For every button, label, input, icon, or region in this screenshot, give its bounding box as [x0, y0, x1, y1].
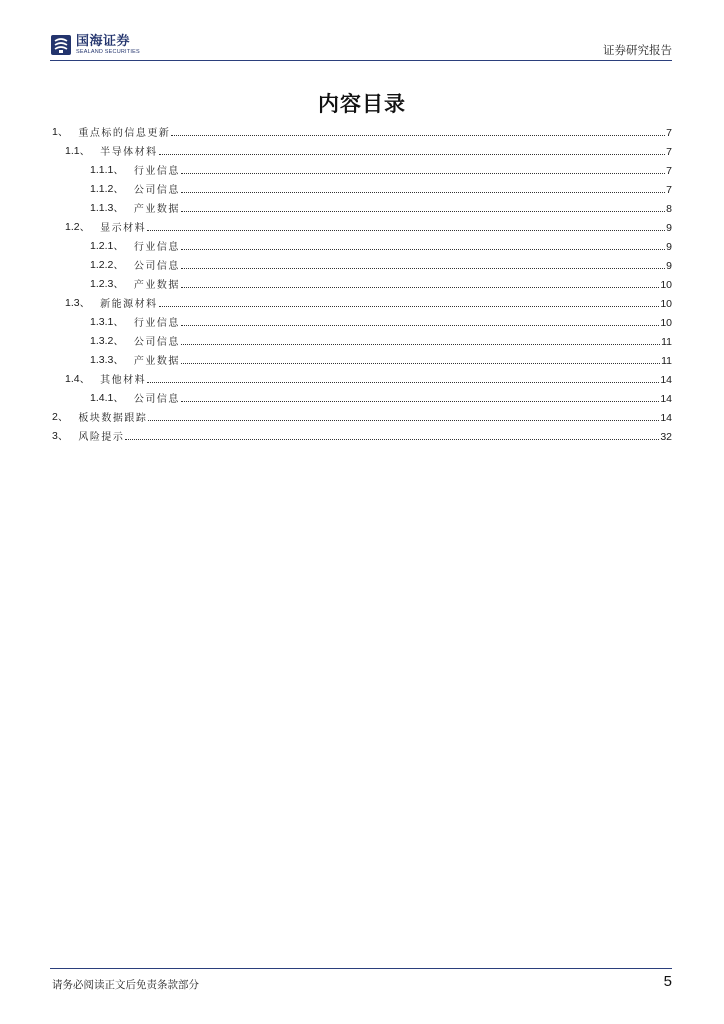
- toc-entry[interactable]: [52, 253, 672, 272]
- dot-leader: [147, 230, 665, 231]
- dot-leader: [181, 192, 665, 193]
- toc-entry-title: 行业信息: [133, 166, 180, 177]
- dot-leader: [181, 268, 665, 269]
- toc-entry[interactable]: [52, 158, 672, 177]
- toc-entry-number: 1.2.3、: [90, 278, 124, 290]
- toc-entry[interactable]: [52, 291, 672, 310]
- page-number: 5: [663, 973, 672, 990]
- toc-entry-number: 1.2.1、: [90, 240, 124, 252]
- toc-entry-page: 7: [666, 184, 672, 196]
- dot-leader: [181, 363, 660, 364]
- toc-entry-number: 1.3、: [65, 297, 91, 309]
- toc-entry-page: 8: [666, 203, 672, 215]
- dot-leader: [125, 439, 659, 440]
- toc-entry-page: 10: [660, 317, 672, 329]
- page-footer: [50, 968, 672, 995]
- toc-entry-page: 10: [660, 279, 672, 291]
- toc-entry-title: 新能源材料: [100, 299, 158, 310]
- toc-entry-title: 行业信息: [133, 242, 180, 253]
- dot-leader: [159, 154, 666, 155]
- toc-entry-page: 14: [660, 393, 672, 405]
- table-of-contents: [52, 120, 672, 443]
- dot-leader: [147, 382, 659, 383]
- toc-entry[interactable]: [52, 329, 672, 348]
- toc-entry-number: 1.4、: [65, 373, 91, 385]
- toc-entry-page: 7: [666, 127, 672, 139]
- toc-entry[interactable]: [52, 424, 672, 443]
- toc-entry-number: 1、: [52, 126, 69, 138]
- toc-entry-number: 1.1.1、: [90, 164, 124, 176]
- toc-entry[interactable]: [52, 177, 672, 196]
- toc-entry-page: 11: [661, 355, 672, 367]
- toc-entry-page: 32: [660, 431, 672, 443]
- toc-entry-number: 1.1.2、: [90, 183, 124, 195]
- dot-leader: [159, 306, 660, 307]
- toc-entry[interactable]: [52, 405, 672, 424]
- dot-leader: [181, 249, 665, 250]
- dot-leader: [181, 344, 660, 345]
- company-logo: [50, 34, 140, 56]
- toc-entry[interactable]: [52, 348, 672, 367]
- toc-entry-title: 行业信息: [133, 318, 180, 329]
- toc-entry-page: 9: [666, 260, 672, 272]
- sealand-logo-icon: [50, 34, 72, 56]
- toc-entry-page: 11: [661, 336, 672, 348]
- toc-entry[interactable]: [52, 386, 672, 405]
- toc-entry-number: 1.1、: [65, 145, 91, 157]
- toc-entry-number: 3、: [52, 430, 69, 442]
- disclaimer-note: 请务必阅读正文后免责条款部分: [52, 979, 199, 991]
- toc-entry-title: 板块数据跟踪: [78, 413, 148, 424]
- toc-entry-page: 14: [660, 412, 672, 424]
- toc-entry-title: 显示材料: [100, 223, 147, 234]
- toc-entry-title: 产业数据: [133, 280, 180, 291]
- toc-entry[interactable]: [52, 367, 672, 386]
- dot-leader: [181, 325, 659, 326]
- toc-entry-page: 14: [660, 374, 672, 386]
- toc-entry-page: 7: [666, 146, 672, 158]
- dot-leader: [148, 420, 659, 421]
- toc-entry-number: 1.3.1、: [90, 316, 124, 328]
- toc-entry[interactable]: [52, 139, 672, 158]
- toc-entry-title: 产业数据: [133, 356, 180, 367]
- toc-entry[interactable]: [52, 196, 672, 215]
- dot-leader: [181, 287, 659, 288]
- toc-entry-number: 2、: [52, 411, 69, 423]
- toc-entry-title: 半导体材料: [100, 147, 158, 158]
- toc-entry[interactable]: [52, 234, 672, 253]
- toc-entry-number: 1.2、: [65, 221, 91, 233]
- toc-entry-title: 其他材料: [100, 375, 147, 386]
- toc-entry-page: 9: [666, 241, 672, 253]
- toc-entry-page: 9: [666, 222, 672, 234]
- toc-entry-title: 公司信息: [133, 185, 180, 196]
- toc-entry-page: 10: [660, 298, 672, 310]
- toc-entry-number: 1.1.3、: [90, 202, 124, 214]
- toc-entry-title: 公司信息: [133, 261, 180, 272]
- logo-english-name: SEALAND SECURITIES: [76, 48, 140, 55]
- toc-entry-page: 7: [666, 165, 672, 177]
- toc-entry-number: 1.4.1、: [90, 392, 124, 404]
- dot-leader: [171, 135, 665, 136]
- toc-entry-number: 1.2.2、: [90, 259, 124, 271]
- dot-leader: [181, 173, 665, 174]
- toc-entry-number: 1.3.3、: [90, 354, 124, 366]
- toc-entry-title: 重点标的信息更新: [78, 128, 171, 139]
- toc-entry-title: 公司信息: [133, 337, 180, 348]
- toc-entry[interactable]: [52, 272, 672, 291]
- page-header: [50, 32, 672, 61]
- dot-leader: [181, 401, 659, 402]
- toc-entry-title: 风险提示: [78, 432, 125, 443]
- toc-entry[interactable]: [52, 215, 672, 234]
- toc-entry-title: 公司信息: [133, 394, 180, 405]
- toc-entry-title: 产业数据: [133, 204, 180, 215]
- toc-entry-number: 1.3.2、: [90, 335, 124, 347]
- logo-chinese-name: 国海证券: [76, 33, 131, 49]
- dot-leader: [181, 211, 665, 212]
- toc-entry[interactable]: [52, 120, 672, 139]
- toc-title: 内容目录: [318, 92, 406, 116]
- document-type: 证券研究报告: [603, 43, 672, 57]
- toc-entry[interactable]: [52, 310, 672, 329]
